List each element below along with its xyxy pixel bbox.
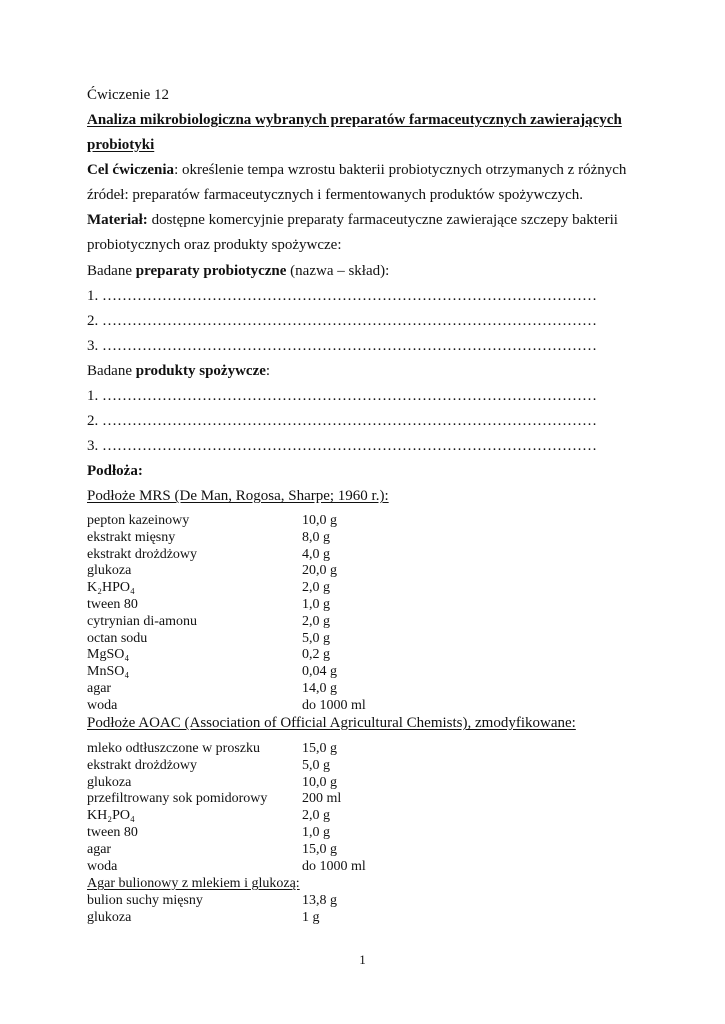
ingredient-name: mleko odtłuszczone w proszku (87, 741, 261, 756)
ingredient-name: glukoza (87, 774, 132, 790)
ingredient-amount: 4,0 g (302, 546, 330, 562)
heading-line-1: Analiza mikrobiologiczna wybranych preparatów farmaceutycznych zawierających (87, 112, 622, 128)
preparation-line-1: 1. ……………………………………………………………………………………… (87, 288, 597, 304)
food-suffix: : (265, 363, 271, 379)
ingredient-amount: 15,0 g (302, 841, 337, 857)
media-heading: Podłoża: (87, 463, 143, 479)
ingredient-amount: 10,0 g (302, 774, 337, 790)
ingredient-amount: do 1000 ml (302, 858, 366, 874)
ingredient-amount: 8,0 g (302, 529, 330, 545)
ingredient-name: przefiltrowany sok pomidorowy (87, 791, 268, 807)
preparation-line-3: 3. ……………………………………………………………………………………… (87, 338, 597, 354)
ingredient-name: woda (87, 697, 118, 713)
ingredient-amount: 0,04 g (302, 664, 337, 680)
ingredient-name: woda (87, 858, 118, 874)
ingredient-amount: 1,0 g (302, 824, 330, 840)
ingredient-name: ekstrakt drożdżowy (87, 546, 198, 562)
ingredient-amount: do 1000 ml (302, 697, 366, 713)
ingredient-amount: 1,0 g (302, 596, 330, 612)
mrs-title: Podłoże MRS (De Man, Rogosa, Sharpe; 1960 r.): (87, 488, 389, 504)
ingredient-name: glukoza (87, 909, 132, 925)
ingredient-amount: 2,0 g (302, 580, 330, 596)
ingredient-name: tween 80 (87, 824, 138, 840)
ingredient-name: glukoza (87, 563, 132, 579)
material-label: Materiał: (87, 212, 148, 228)
goal-paragraph-1 (87, 162, 626, 179)
ingredient-name: K₂HPO₄ (87, 580, 135, 596)
agar-bulionowy-title: Agar bulionowy z mlekiem i glukozą: (87, 876, 300, 891)
goal-text-2: źródeł: preparatów farmaceutycznych i fermentowanych produktów spożywczych. (87, 187, 584, 203)
ingredient-name: octan sodu (87, 630, 148, 646)
goal-label: Cel ćwiczenia (87, 162, 175, 178)
food-heading (87, 363, 270, 380)
ingredient-name: agar (87, 680, 112, 696)
ingredient-name: pepton kazeinowy (87, 513, 190, 528)
ingredient-name: ekstrakt drożdżowy (87, 757, 198, 773)
ingredient-amount: 15,0 g (302, 741, 337, 756)
food-line-3: 3. ……………………………………………………………………………………… (87, 438, 597, 454)
ingredient-amount: 10,0 g (302, 513, 337, 528)
material-paragraph-1 (87, 212, 618, 229)
material-text-2: probiotycznych oraz produkty spożywcze: (87, 237, 342, 253)
ingredient-name: cytrynian di-amonu (87, 613, 198, 629)
food-bold: produkty spożywcze (135, 363, 266, 379)
ingredient-name: tween 80 (87, 596, 138, 612)
preparations-prefix: Badane (87, 263, 136, 279)
ingredient-name: agar (87, 841, 112, 857)
heading-line-2: probiotyki (87, 137, 155, 153)
ingredient-amount: 5,0 g (302, 757, 330, 773)
food-line-2: 2. ……………………………………………………………………………………… (87, 413, 597, 429)
material-text-1: dostępne komercyjnie preparaty farmaceutyczne zawierające szczepy bakterii (147, 212, 618, 228)
food-line-1: 1. ……………………………………………………………………………………… (87, 388, 597, 404)
ingredient-name: bulion suchy mięsny (87, 893, 203, 908)
page-number: 1 (359, 952, 366, 967)
ingredient-name: MnSO₄ (87, 664, 130, 680)
ingredient-amount: 1 g (302, 909, 320, 925)
ingredient-amount: 2,0 g (302, 613, 330, 629)
ingredient-amount: 14,0 g (302, 680, 337, 696)
preparations-bold: preparaty probiotyczne (135, 263, 287, 279)
ingredient-amount: 13,8 g (302, 893, 337, 908)
ingredient-amount: 5,0 g (302, 630, 330, 646)
exercise-title: Ćwiczenie 12 (87, 87, 170, 103)
preparations-suffix: (nazwa – skład): (286, 263, 390, 279)
ingredient-name: KH₂PO₄ (87, 808, 135, 824)
food-prefix: Badane (87, 363, 136, 379)
ingredient-amount: 20,0 g (302, 563, 337, 579)
goal-text-1: : określenie tempa wzrostu bakterii probiotycznych otrzymanych z różnych (174, 162, 627, 178)
preparation-line-2: 2. ……………………………………………………………………………………… (87, 313, 597, 329)
aoac-title: Podłoże AOAC (Association of Official Agricultural Chemists), zmodyfikowane: (87, 715, 576, 731)
preparations-heading (87, 263, 389, 280)
ingredient-name: MgSO₄ (87, 647, 130, 663)
ingredient-name: ekstrakt mięsny (87, 529, 176, 545)
ingredient-amount: 0,2 g (302, 647, 330, 663)
ingredient-amount: 200 ml (302, 791, 342, 807)
ingredient-amount: 2,0 g (302, 808, 330, 824)
